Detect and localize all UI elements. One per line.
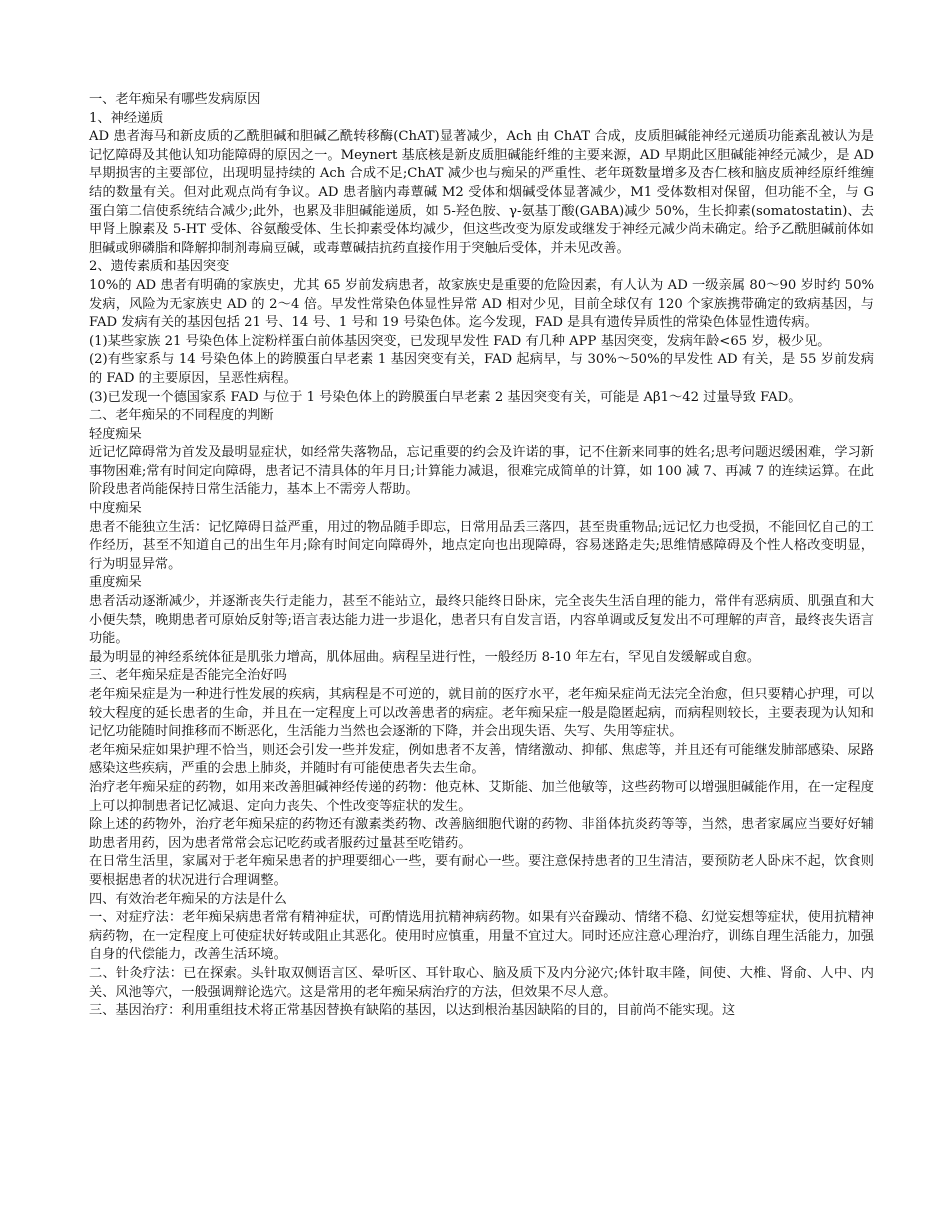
- paragraph: 在日常生活里，家属对于老年痴呆患者的护理要细心一些，要有耐心一些。要注意保持患者的卫生清洁，要预防老人卧床不起，饮食则要根据患者的状况进行合理调整。: [89, 854, 874, 888]
- document-body: [89, 91, 874, 1021]
- section-heading: 四、有效治老年痴呆的方法是什么: [89, 891, 287, 907]
- section-heading: 重度痴呆: [89, 575, 142, 591]
- paragraph: 二、针灸疗法：已在探索。头针取双侧语言区、晕听区、耳针取心、脑及质下及内分泌穴;体针取丰隆，间使、大椎、肾俞、人中、内关、风池等穴，一般强调辩论选穴。这是常用的老年痴呆病治疗的方法，但效果不尽人意。: [89, 965, 874, 1000]
- section-heading: 二、老年痴呆的不同程度的判断: [89, 408, 274, 424]
- paragraph: 老年痴呆症如果护理不恰当，则还会引发一些并发症，例如患者不友善，情绪激动、抑郁、焦虑等，并且还有可能继发肺部感染、尿路感染这些疾病，严重的会患上肺炎，并随时有可能使患者失去生命。: [89, 742, 874, 777]
- section-heading: 轻度痴呆: [89, 426, 142, 442]
- section-heading: 1、神经递质: [89, 110, 164, 126]
- paragraph: 患者不能独立生活：记忆障碍日益严重，用过的物品随手即忘，日常用品丢三落四，甚至贵重物品;远记忆力也受损，不能回忆自己的工作经历，甚至不知道自己的出生年月;除有时间定向障碍外，地点定向也出现障碍，容易迷路走失;思维情感障碍及个性人格改变明显，行为明显异常。: [89, 519, 874, 572]
- section-heading: 中度痴呆: [89, 501, 142, 517]
- paragraph: (3)已发现一个德国家系 FAD 与位于 1 号染色体上的跨膜蛋白早老素 2 基因突变有关，可能是 Aβ1～42 过量导致 FAD。: [89, 389, 802, 405]
- section-heading: 三、老年痴呆症是否能完全治好吗: [89, 668, 287, 684]
- paragraph: (1)某些家族 21 号染色体上淀粉样蛋白前体基因突变，已发现早发性 FAD 有几种 APP 基因突变，发病年龄<65 岁，极少见。: [89, 333, 831, 349]
- paragraph: 一、对症疗法：老年痴呆病患者常有精神症状，可酌情选用抗精神病药物。如果有兴奋躁动、情绪不稳、幻觉妄想等症状，使用抗精神病药物，在一定程度上可使症状好转或阻止其恶化。使用时应慎重，用量不宜过大。同时还应注意心理治疗，训练自理生活能力，加强自身的代偿能力，改善生活环境。: [89, 910, 874, 963]
- paragraph: 治疗老年痴呆症的药物，如用来改善胆碱神经传递的药物：他克林、艾斯能、加兰他敏等，这些药物可以增强胆碱能作用，在一定程度上可以抑制患者记忆减退、定向力丧失、个性改变等症状的发生。: [89, 779, 874, 814]
- section-heading: 2、遗传素质和基因突变: [89, 259, 230, 275]
- section-heading: 一、老年痴呆有哪些发病原因: [89, 92, 261, 107]
- paragraph: 最为明显的神经系统体征是肌张力增高，肌体屈曲。病程呈进行性，一般经历 8-10 年左右，罕见自发缓解或自愈。: [89, 649, 761, 665]
- paragraph: 10%的 AD 患者有明确的家族史，尤其 65 岁前发病患者，故家族史是重要的危险因素，有人认为 AD 一级亲属 80～90 岁时约 50%发病，风险为无家族史 AD 的 2～4 倍。早发性常染色体显性异常 AD 相对少见，目前全球仅有 120 个家族携带确定的致病基因，与 FAD 发病有关的基因包括 21 号、14 号、1 号和 19 号染色体。迄今发现，FAD 是具有遗传异质性的常染色体显性遗传病。: [89, 277, 874, 331]
- paragraph: 近记忆障碍常为首发及最明显症状，如经常失落物品，忘记重要的约会及许诺的事，记不住新来同事的姓名;思考问题迟缓困难，学习新事物困难;常有时间定向障碍，患者记不清具体的年月日;计算能力减退，很难完成简单的计算，如 100 减 7、再减 7 的连续运算。在此阶段患者尚能保持日常生活能力，基本上不需旁人帮助。: [89, 445, 874, 498]
- paragraph: 老年痴呆症是为一种进行性发展的疾病，其病程是不可逆的，就目前的医疗水平，老年痴呆症尚无法完全治愈，但只要精心护理，可以较大程度的延长患者的生命，并且在一定程度上可以改善患者的病症。老年痴呆症一般是隐匿起病，而病程则较长，主要表现为认知和记忆功能随时间推移而不断恶化，生活能力当然也会逐渐的下降，并会出现失语、失写、失用等症状。: [89, 687, 874, 740]
- paragraph: (2)有些家系与 14 号染色体上的跨膜蛋白早老素 1 基因突变有关，FAD 起病早，与 30%～50%的早发性 AD 有关，是 55 岁前发病的 FAD 的主要原因，呈恶性病程。: [89, 352, 874, 386]
- paragraph: 患者活动逐渐减少，并逐渐丧失行走能力，甚至不能站立，最终只能终日卧床，完全丧失生活自理的能力，常伴有恶病质、肌强直和大小便失禁，晚期患者可原始反射等;语言表达能力进一步退化，患者只有自发言语，内容单调或反复发出不可理解的声音，最终丧失语言功能。: [89, 594, 874, 647]
- paragraph: AD 患者海马和新皮质的乙酰胆碱和胆碱乙酰转移酶(ChAT)显著减少，Ach 由 ChAT 合成，皮质胆碱能神经元递质功能紊乱被认为是记忆障碍及其他认知功能障碍的原因之一。Meynert 基底核是新皮质胆碱能纤维的主要来源，AD 早期此区胆碱能神经元减少，是 AD 早期损害的主要部位，出现明显持续的 Ach 合成不足;ChAT 减少也与痴呆的严重性、老年斑数量增多及杏仁核和脑皮质神经原纤维缠结的数量有关。但对此观点尚有争议。AD 患者脑内毒蕈碱 M2 受体和烟碱受体显著减少，M1 受体数相对保留，但功能不全，与 G 蛋白第二信使系统结合减少;此外，也累及非胆碱能递质，如 5-羟色胺、γ-氨基丁酸(GABA)减少 50%，生长抑素(somatostatin)、去甲肾上腺素及 5-HT 受体、谷氨酸受体、生长抑素受体均减少，但这些改变为原发或继发于神经元减少尚未确定。给予乙酰胆碱前体如胆碱或卵磷脂和降解抑制剂毒扁豆碱，或毒蕈碱拮抗药直接作用于突触后受体，并未见改善。: [89, 129, 874, 256]
- paragraph: 除上述的药物外，治疗老年痴呆症的药物还有激素类药物、改善脑细胞代谢的药物、非甾体抗炎药等等，当然，患者家属应当要好好辅助患者用药，因为患者常常会忘记吃药或者服药过量甚至吃错药。: [89, 817, 874, 851]
- paragraph: 三、基因治疗：利用重组技术将正常基因替换有缺陷的基因，以达到根治基因缺陷的目的，目前尚不能实现。这: [89, 1003, 736, 1019]
